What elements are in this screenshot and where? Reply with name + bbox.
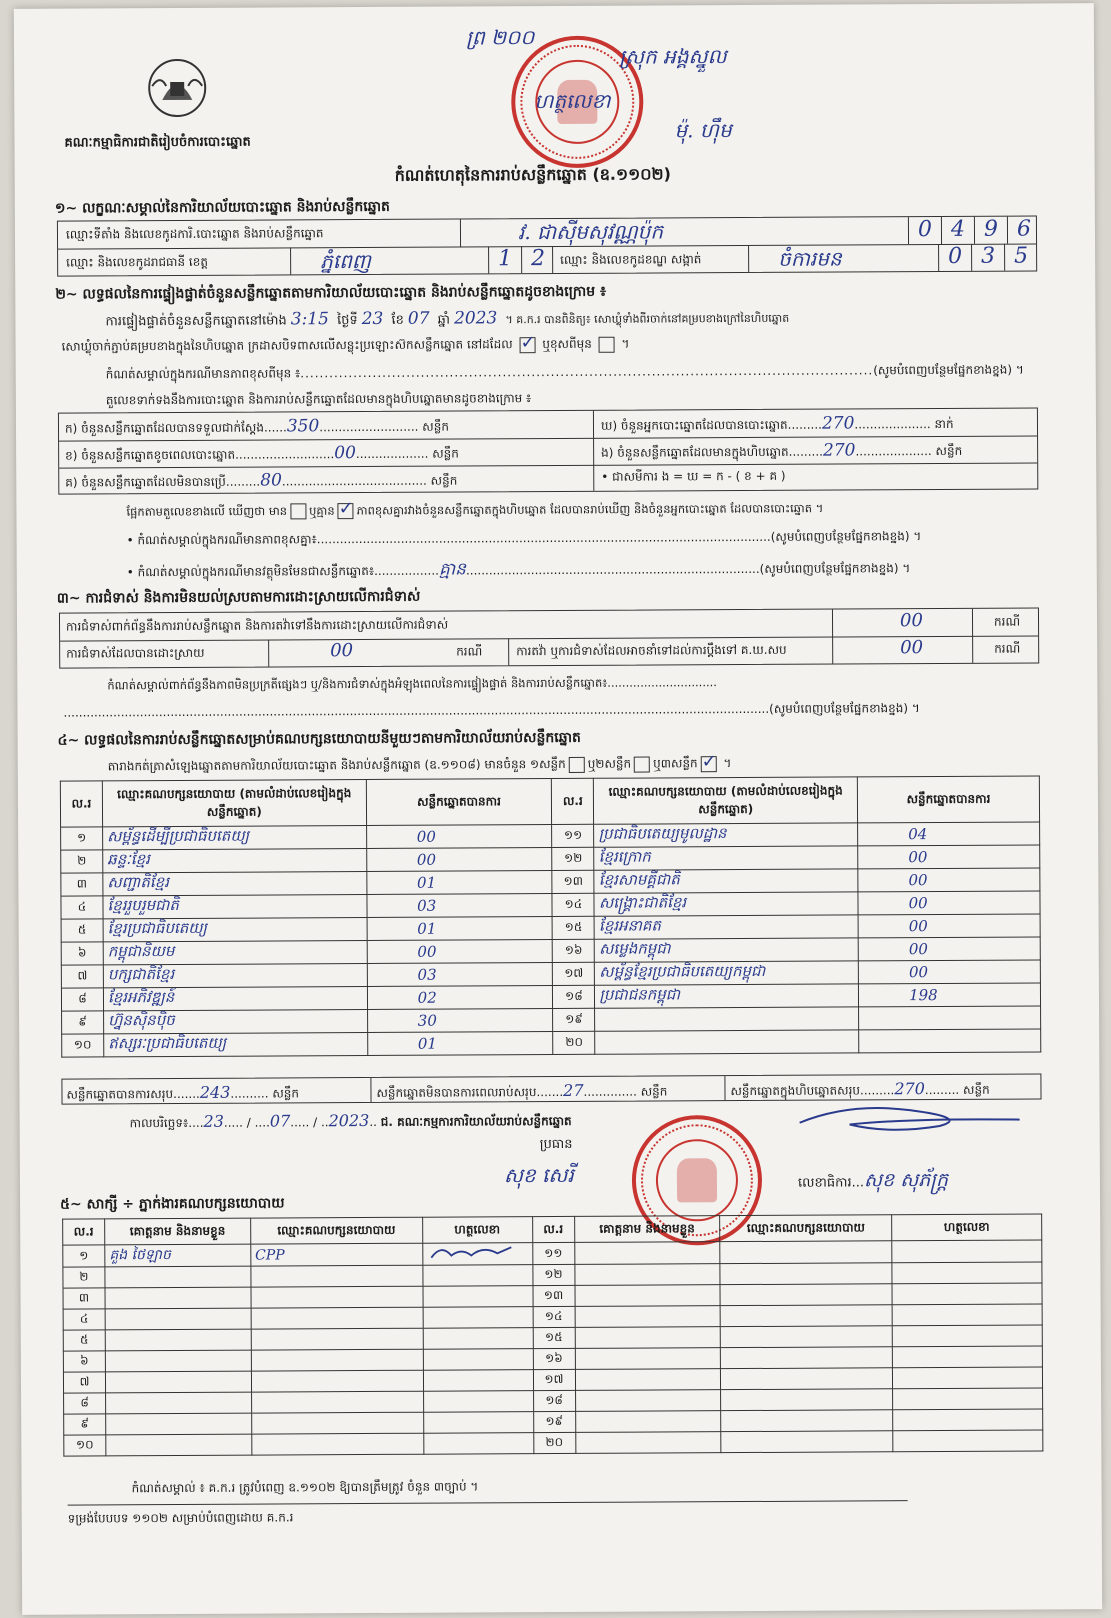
commune-label: ឈ្មោះ និងលេខកូដខណ្ឌ សង្កាត់ <box>560 252 702 267</box>
figure-kho: ឃ) ចំនួនអ្នកបោះឆ្នោតដែលបានបោះឆ្នោត.........270.................... នាក់ <box>600 413 954 434</box>
witness-party <box>252 1433 424 1455</box>
witness-signature <box>423 1286 533 1308</box>
vote-count: 00 <box>858 891 1040 915</box>
witness-signature <box>893 1430 1043 1452</box>
chair-name: សុខ សេរី <box>503 1162 574 1188</box>
row-number: ១៨ <box>533 1390 575 1411</box>
row-number: ៧ <box>63 1372 105 1393</box>
witness-signature <box>422 1243 532 1266</box>
commune-code: 0 3 5 <box>938 243 1037 271</box>
witness-name <box>105 1266 251 1288</box>
witness-signature <box>892 1262 1042 1284</box>
party-name <box>595 1030 859 1054</box>
section2-title: ២~ លទ្ធផលនៃការផ្ទៀងផ្ទាត់ចំនួនសន្លឹកឆ្នោតតាមការិយាល័យបោះឆ្នោត និងរាប់សន្លឹកឆ្នោតដូចខាងក្រោម ៖ <box>55 283 607 303</box>
figure-kha: ខ) ចំនួនសន្លឹកឆ្នោតខូចពេលបោះឆ្នោត..........................00................... សន្លឹក <box>65 443 459 464</box>
witness-party <box>721 1410 893 1432</box>
province-value: ភ្នំពេញ <box>320 248 371 274</box>
province-label: ឈ្មោះ និងលេខកូដរាជធានី ខេត្ត <box>66 254 208 270</box>
party-name: ខ្មែរអនាគត <box>594 915 858 939</box>
party-name: សម្ព័ន្ធខ្មែរប្រជាធិបតេយ្យកម្ពុជា <box>595 961 859 985</box>
witness-name <box>575 1348 721 1370</box>
witness-party <box>721 1431 893 1453</box>
party-name: ឥស្សរៈប្រជាធិបតេយ្យ <box>104 1033 368 1057</box>
figures-intro: តួលេខទាក់ទងនឹងការបោះឆ្នោត និងការរាប់សន្លឹកឆ្នោតដែលមានក្នុងហិបឆ្នោតមានដូចខាងក្រោម ៖ <box>105 391 532 408</box>
bottom-note: ទម្រង់បែបបទ ១១០២ សម្រាប់បំពេញដោយ គ.ក.រ <box>67 1510 294 1526</box>
witness-name <box>106 1413 252 1435</box>
party-name: ខ្មែរក្រោក <box>594 846 858 870</box>
row-number: ១៥ <box>553 916 595 939</box>
section3-note: កំណត់សម្គាល់ពាក់ព័ន្ធនឹងភាពមិនប្រក្រតីផ្សេងៗ ឬ/និងការជំទាស់ក្នុងអំឡុងពេលនៃការផ្ទៀងផ្ទាត់ និងការរាប់សន្លឹកឆ្នោត៖.............................. <box>107 675 717 693</box>
handwritten-note-3: ហត្ថលេខា <box>534 88 611 114</box>
row-number: ១៥ <box>533 1327 575 1348</box>
party-name <box>595 1007 859 1031</box>
row-number: ១២ <box>552 847 594 870</box>
commune-value: ចំការមន <box>778 246 842 271</box>
location-code: 0 4 9 6 <box>908 216 1040 244</box>
party-name: កម្ពុជានិយម <box>103 941 367 965</box>
row-number: ១០ <box>62 1034 104 1057</box>
row-number: ៧ <box>61 965 103 988</box>
witness-party <box>720 1305 892 1327</box>
row-number: ៩ <box>64 1414 106 1435</box>
party-name: ហ្វ៊ុនស៊ិនប៉ិច <box>104 1010 368 1034</box>
party-name: សញ្ជាតិខ្មែរ <box>103 872 367 896</box>
row-number: ១ <box>63 1245 105 1267</box>
row-number: ១១ <box>552 824 594 847</box>
row-number: ១៦ <box>553 939 595 962</box>
witness-signature <box>423 1370 533 1392</box>
witness-party <box>721 1368 893 1390</box>
different-checkbox[interactable] <box>599 336 615 352</box>
note-difference: កំណត់សម្គាល់ក្នុងករណីមានភាពខុសពីមុន ៖.......................................................................................................................(សូមបំពេញបន្ថែមផ្នែកខាងខ្នង) ។ <box>105 362 1024 382</box>
witness-name <box>574 1285 720 1307</box>
vote-count: 01 <box>366 871 552 895</box>
org-name: គណៈកម្មាធិការជាតិរៀបចំការបោះឆ្នោត <box>64 134 251 151</box>
row-number: ២ <box>61 850 103 873</box>
row-number: ២០ <box>533 1432 575 1453</box>
tally-sheets-line: តារាងកត់ត្រាសំឡេងឆ្នោតតាមការិយាល័យបោះឆ្នោត និងរាប់សន្លឹកឆ្នោត (ឧ.១១០៨) មានចំនួន ១សន្លឹក ឬ២សន្លឹក ឬ៣សន្លឹក✓ ។ <box>108 755 732 776</box>
witness-name <box>575 1306 721 1328</box>
witness-party: CPP <box>251 1243 423 1266</box>
witness-party <box>721 1347 893 1369</box>
section1-table <box>57 215 1037 276</box>
witness-name <box>105 1308 251 1330</box>
row-number: ៥ <box>63 1330 105 1351</box>
figure-ko: គ) ចំនួនសន្លឹកឆ្នោតដែលមិនបានប្រើ.........80...................................... សន្លឹក <box>65 470 458 491</box>
witness-party <box>721 1326 893 1348</box>
objection-value: 00 <box>899 610 923 632</box>
vote-count: 01 <box>367 1032 553 1056</box>
witness-signature <box>892 1240 1042 1263</box>
witness-name <box>574 1264 720 1286</box>
witness-signature <box>423 1349 533 1371</box>
vote-count: 00 <box>858 845 1040 869</box>
witness-party <box>251 1286 423 1308</box>
row-number: ២០ <box>553 1031 595 1054</box>
vote-count <box>859 1006 1041 1030</box>
party-name: សម្លេងកម្ពុជា <box>595 938 859 962</box>
form-title: កំណត់ហេតុនៃការរាប់សន្លឹកឆ្នោត (ឧ.១១០២) <box>394 164 672 185</box>
row-number: ១៨ <box>553 985 595 1008</box>
vote-count: 04 <box>858 822 1040 846</box>
witness-signature <box>423 1391 533 1413</box>
row-number: ១៦ <box>533 1348 575 1369</box>
vote-count: 02 <box>367 986 553 1010</box>
row-number: ៣ <box>61 873 103 896</box>
witness-party <box>251 1265 423 1287</box>
row-number: ១ <box>61 827 103 850</box>
vote-count: 00 <box>858 960 1040 984</box>
row-number: ៣ <box>63 1288 105 1309</box>
appeal-value: 00 <box>900 637 924 659</box>
vote-count: 30 <box>367 1009 553 1033</box>
vote-count: 198 <box>859 983 1041 1007</box>
results-table: ល.រ ឈ្មោះគណបក្សនយោបាយ (តាមលំដាប់លេខរៀងក្នុងសន្លឹកឆ្នោត) សន្លឹកឆ្នោតបានការ ល.រ ឈ្មោះគណបក្សនយោបាយ (តាមលំដាប់លេខរៀងក្នុងសន្លឹកឆ្នោត) សន្លឹកឆ្នោតបានការ ១ សម្ព័ន្ធដើម្បីប្រជាធិបតេយ្យ 00 ១១ ប្រជាធិបតេយ្យមូលដ្ឋាន 04 ២ ឆន្ទៈខ្មែរ 00 ១២ ខ្មែរក្រោក 00 ៣ សញ្ជាតិខ្មែរ 01 ១៣ ខ្មែរសាមគ្គីជាតិ 00 ៤ ខ្មែររួបរួមជាតិ 03 ១៤ សង្គ្រោះជាតិខ្មែរ 00 ៥ ខ្មែរប្រជាធិបតេយ្យ 01 ១៥ ខ្មែរអនាគត 00 ៦ កម្ពុជានិយម 00 ១៦ សម្លេងកម្ពុជា 00 ៧ បក្សជាតិខ្មែរ 03 ១៧ សម្ព័ន្ធខ្មែរប្រជាធិបតេយ្យកម្ពុជា 00 ៨ ខ្មែរអភិវឌ្ឍន៍ 02 ១៨ ប្រជាជនកម្ពុជា 198 ៩ ហ្វ៊ុនស៊ិនប៉ិច 30 ១៩ ១០ ឥស្សរៈប្រជាធិបតេយ្យ 01 ២០ <box>60 775 1041 1057</box>
row-number: ១៩ <box>553 1008 595 1031</box>
row-number: ៦ <box>61 942 103 965</box>
has-difference-checkbox[interactable] <box>290 503 306 519</box>
party-name: ប្រជាធិបតេយ្យមូលដ្ឋាន <box>594 823 858 847</box>
table-row <box>64 1430 1043 1456</box>
witness-signature <box>422 1265 532 1287</box>
footnote: កំណត់សម្គាល់ ៖ គ.ក.រ ត្រូវបំពេញ ឧ.១១០២ ឱ្យបានត្រឹមត្រូវ ចំនួន ៣ច្បាប់ ។ <box>131 1479 479 1496</box>
total-valid: សន្លឹកឆ្នោតបានការសរុប.......243.......... សន្លឹក <box>66 1082 300 1102</box>
vote-count: 00 <box>366 848 552 872</box>
figure-ka: ក) ចំនួនសន្លឹកឆ្នោតដែលបានទទួលជាក់ស្តែង......350.......................... សន្លឹក <box>64 416 449 437</box>
verify-day: 23 <box>361 308 384 330</box>
vote-count: 00 <box>367 940 553 964</box>
row-number: ១៣ <box>552 870 594 893</box>
table-row <box>62 1029 1041 1057</box>
witness-signature <box>423 1307 533 1329</box>
note-b: • កំណត់សម្គាល់ក្នុងករណីមានភាពខុសគ្នា៖.......................................................................................................................(សូមបំពេញបន្ថែមផ្នែកខាងខ្នង) ។ <box>126 529 922 548</box>
party-name: បក្សជាតិខ្មែរ <box>103 964 367 988</box>
party-name: ខ្មែររួបរួមជាតិ <box>103 895 367 919</box>
difference-line: ផ្អែកតាមតួលេខខាងលើ ឃើញថា មាន ឬគ្មាន✓ ភាពខុសគ្នារវាងចំនួនសន្លឹកឆ្នោតក្នុងហិបឆ្នោត ដែលបានរាប់ឃើញ និងចំនួនអ្នកបោះឆ្នោត ដែលបានបោះឆ្នោត ។ <box>126 501 823 522</box>
row-number: ១៤ <box>552 893 594 916</box>
row-number: ១៩ <box>533 1411 575 1432</box>
row-number: ១២ <box>532 1264 574 1285</box>
total-box: សន្លឹកឆ្នោតក្នុងហិបឆ្នោតសរុប.........270......... សន្លឹក <box>730 1079 990 1099</box>
two-sheets-checkbox[interactable] <box>634 756 650 772</box>
witness-name <box>574 1242 720 1265</box>
party-name: ប្រជាជនកម្ពុជា <box>595 984 859 1008</box>
row-number: ១៣ <box>533 1285 575 1306</box>
date-line: កាលបរិច្ឆេទ៖....23..... / ....07..... / ..2023.. ជ. គណៈកម្មការការិយាល័យរាប់សន្លឹកឆ្នោត <box>129 1110 572 1131</box>
row-number: ១៤ <box>533 1306 575 1327</box>
same-as-before-checkbox[interactable] <box>519 337 535 353</box>
vote-count: 03 <box>367 894 553 918</box>
province-code: 1 2 <box>488 246 554 273</box>
witness-signature <box>892 1325 1042 1347</box>
witness-name <box>106 1392 252 1414</box>
vote-count: 00 <box>858 868 1040 892</box>
no-difference-checkbox[interactable] <box>338 503 354 519</box>
row-number: ៤ <box>61 896 103 919</box>
note-c: • កំណត់សម្គាល់ក្នុងករណីមានវត្ថុមិនមែនជាសន្លឹកឆ្នោត៖.................គ្មាន.............................................................................(សូមបំពេញបន្ថែមផ្នែកខាងខ្នង) ។ <box>126 559 911 580</box>
party-name: សង្គ្រោះជាតិខ្មែរ <box>594 892 858 916</box>
location-label: ឈ្មោះទីតាំង និងលេខកូដការិ.បោះឆ្នោត និងរាប់សន្លឹកឆ្នោត <box>65 226 324 242</box>
one-sheet-checkbox[interactable] <box>569 756 585 772</box>
total-invalid: សន្លឹកឆ្នោតមិនបានការពេលរាប់សរុប.......27.............. សន្លឹក <box>376 1080 668 1100</box>
witness-signature <box>892 1283 1042 1305</box>
vote-count: 00 <box>858 937 1040 961</box>
vote-count: 00 <box>366 825 552 849</box>
witness-party <box>251 1328 423 1350</box>
nec-emblem <box>142 56 212 120</box>
row-number: ៨ <box>61 988 103 1011</box>
party-name: ខ្មែរប្រជាធិបតេយ្យ <box>103 918 367 942</box>
witness-party <box>720 1263 892 1285</box>
figures-table <box>58 407 1038 494</box>
secretary-label: លេខាធិការ...សុខ សុភ័ក្ត្រ <box>797 1168 949 1192</box>
witness-name <box>105 1350 251 1372</box>
verify-year: 2023 <box>453 308 498 329</box>
row-number: ៨ <box>64 1393 106 1414</box>
verify-month: 07 <box>407 308 430 329</box>
footer-rule <box>68 1500 908 1505</box>
party-name: ខ្មែរអភិវឌ្ឍន៍ <box>103 987 367 1011</box>
witness-signature <box>892 1346 1042 1368</box>
witness-party <box>720 1241 892 1264</box>
row-number: ១៧ <box>553 962 595 985</box>
row-number: ២ <box>63 1267 105 1288</box>
section3-note-line2: .........................................................................................................................................................................................(សូមបំពេញបន្ថែមផ្នែកខាងខ្នង) ។ <box>63 701 920 720</box>
witness-signature <box>423 1433 533 1455</box>
appeal-label: ការតវ៉ា ឬការជំទាស់ដែលអាចនាំទៅដល់ការប្តឹងទៅ គ.ឃ.សប <box>516 642 787 659</box>
witness-name <box>105 1329 251 1351</box>
witness-signature <box>423 1328 533 1350</box>
witness-party <box>251 1307 423 1329</box>
witness-party <box>251 1391 423 1413</box>
vote-count <box>859 1029 1041 1053</box>
location-value: វ. ជាស៊ីមសុវណ្ណប៉ុក <box>517 219 664 245</box>
verify-line-2: សោឃ្លុំចាក់ភ្ជាប់គម្របខាងក្នុងនៃហិបឆ្នោត ក្រដាសបិទពាសលើសន្លុះប្រឡោះស៊កសន្លឹកឆ្នោត នៅដដែល ✓ ឬខុសពីមុន ។ <box>62 336 630 357</box>
figure-ngo: ង) ចំនួនសន្លឹកឆ្នោតដែលមានក្នុងហិបឆ្នោត.........270.................... សន្លឹក <box>601 440 963 461</box>
resolved-label: ការជំទាស់ដែលបានដោះស្រាយ <box>66 645 205 661</box>
witness-signature <box>893 1367 1043 1389</box>
vote-count: 03 <box>367 963 553 987</box>
witness-table: ល.រ គោត្តនាម និងនាមខ្លួន ឈ្មោះគណបក្សនយោបាយ ហត្ថលេខា ល.រ គោត្តនាម និងនាមខ្លួន ឈ្មោះគណបក្សនយោបាយ ហត្ថលេខា ១ គួង ថៃឡាច CPP ១១ ២ ១២ ៣ ១៣ ៤ ១៤ ៥ ១៥ ៦ ១៦ ៧ ១៧ ៨ ១៨ ៩ ១៩ ១០ ២០ <box>62 1213 1043 1456</box>
section5-title: ៥~ សាក្សី ÷ ភ្នាក់ងារគណបក្សនយោបាយ <box>60 1195 285 1213</box>
witness-signature <box>423 1412 533 1434</box>
verify-time: 3:15 <box>290 309 329 330</box>
row-number: ៤ <box>63 1309 105 1330</box>
party-name: សម្ព័ន្ធដើម្បីប្រជាធិបតេយ្យ <box>103 826 367 850</box>
witness-signature <box>893 1388 1043 1410</box>
witness-name <box>575 1432 721 1454</box>
witness-party <box>251 1370 423 1392</box>
verify-line-1: ការផ្ទៀងផ្ទាត់ចំនួនសន្លឹកឆ្នោតនៅម៉ោង 3:15 ថ្ងៃទី 23 ខែ 07 ឆ្នាំ 2023 ។ គ.ក.រ បានពិនិត្យ៖ សោឃ្លុំទាំងពីរចាក់នៅគម្របខាងក្រៅនៃហិបឆ្នោត <box>105 308 790 330</box>
form-sheet <box>14 3 1102 1615</box>
witness-signature <box>892 1304 1042 1326</box>
witness-name <box>575 1411 721 1433</box>
witness-party <box>721 1389 893 1411</box>
party-name: ខ្មែរសាមគ្គីជាតិ <box>594 869 858 893</box>
witness-party <box>251 1349 423 1371</box>
row-number: ១១ <box>532 1242 574 1264</box>
objection-table: ការជំទាស់ពាក់ព័ន្ធនឹងការរាប់សន្លឹកឆ្នោត និងការតវ៉ាទៅនឹងការដោះស្រាយលើការជំទាស់ 00 ករណី ការជំទាស់ដែលបានដោះស្រាយ 00 ករណី ការតវ៉ា ឬការជំទាស់ដែលអាចនាំទៅដល់ការប្តឹងទៅ គ.ឃ.សប 00 ករណី <box>59 607 1039 668</box>
section4-title: ៤~ លទ្ធផលនៃការរាប់សន្លឹកឆ្នោតសម្រាប់គណបក្សនយោបាយនីមួយៗតាមការិយាល័យរាប់សន្លឹកឆ្នោត <box>57 729 581 749</box>
witness-name <box>105 1287 251 1309</box>
chair-label: ប្រធាន <box>539 1136 573 1153</box>
vote-count: 01 <box>367 917 553 941</box>
row-number: ១០ <box>64 1435 106 1456</box>
witness-name <box>575 1369 721 1391</box>
witness-party <box>251 1412 423 1434</box>
handwritten-note-1: ព្រ ២០០ <box>465 25 535 50</box>
witness-name <box>106 1434 252 1456</box>
row-number: ៥ <box>61 919 103 942</box>
witness-signature <box>893 1409 1043 1431</box>
chair-signature <box>790 1100 1030 1139</box>
row-number: ៦ <box>63 1351 105 1372</box>
vote-count: 00 <box>858 914 1040 938</box>
handwritten-note-4: ម៉ុ. ហ៊ឹម <box>674 118 732 143</box>
witness-name <box>575 1390 721 1412</box>
resolved-value: 00 <box>330 640 354 662</box>
handwritten-note-2: ស្រុក អង្គស្នួល <box>618 44 727 69</box>
formula: • ជាសមីការ ង = ឃ = ក - ( ខ + គ ) <box>601 468 786 484</box>
section3-title: ៣~ ការជំទាស់ និងការមិនយល់ស្របតាមការដោះស្រាយលើការជំទាស់ <box>56 588 421 607</box>
section1-title: ១~ លក្ខណៈសម្គាល់នៃការិយាល័យបោះឆ្នោត និងរាប់សន្លឹកឆ្នោត <box>54 198 390 217</box>
witness-name: គួង ថៃឡាច <box>105 1244 251 1267</box>
party-name: ឆន្ទៈខ្មែរ <box>103 849 367 873</box>
witness-name <box>105 1371 251 1393</box>
row-number: ១៧ <box>533 1369 575 1390</box>
witness-party <box>720 1284 892 1306</box>
three-sheets-checkbox[interactable] <box>701 756 717 772</box>
objection-label: ការជំទាស់ពាក់ព័ន្ធនឹងការរាប់សន្លឹកឆ្នោត និងការតវ៉ាទៅនឹងការដោះស្រាយលើការជំទាស់ <box>66 617 449 634</box>
row-number: ៩ <box>62 1011 104 1034</box>
witness-name <box>575 1327 721 1349</box>
